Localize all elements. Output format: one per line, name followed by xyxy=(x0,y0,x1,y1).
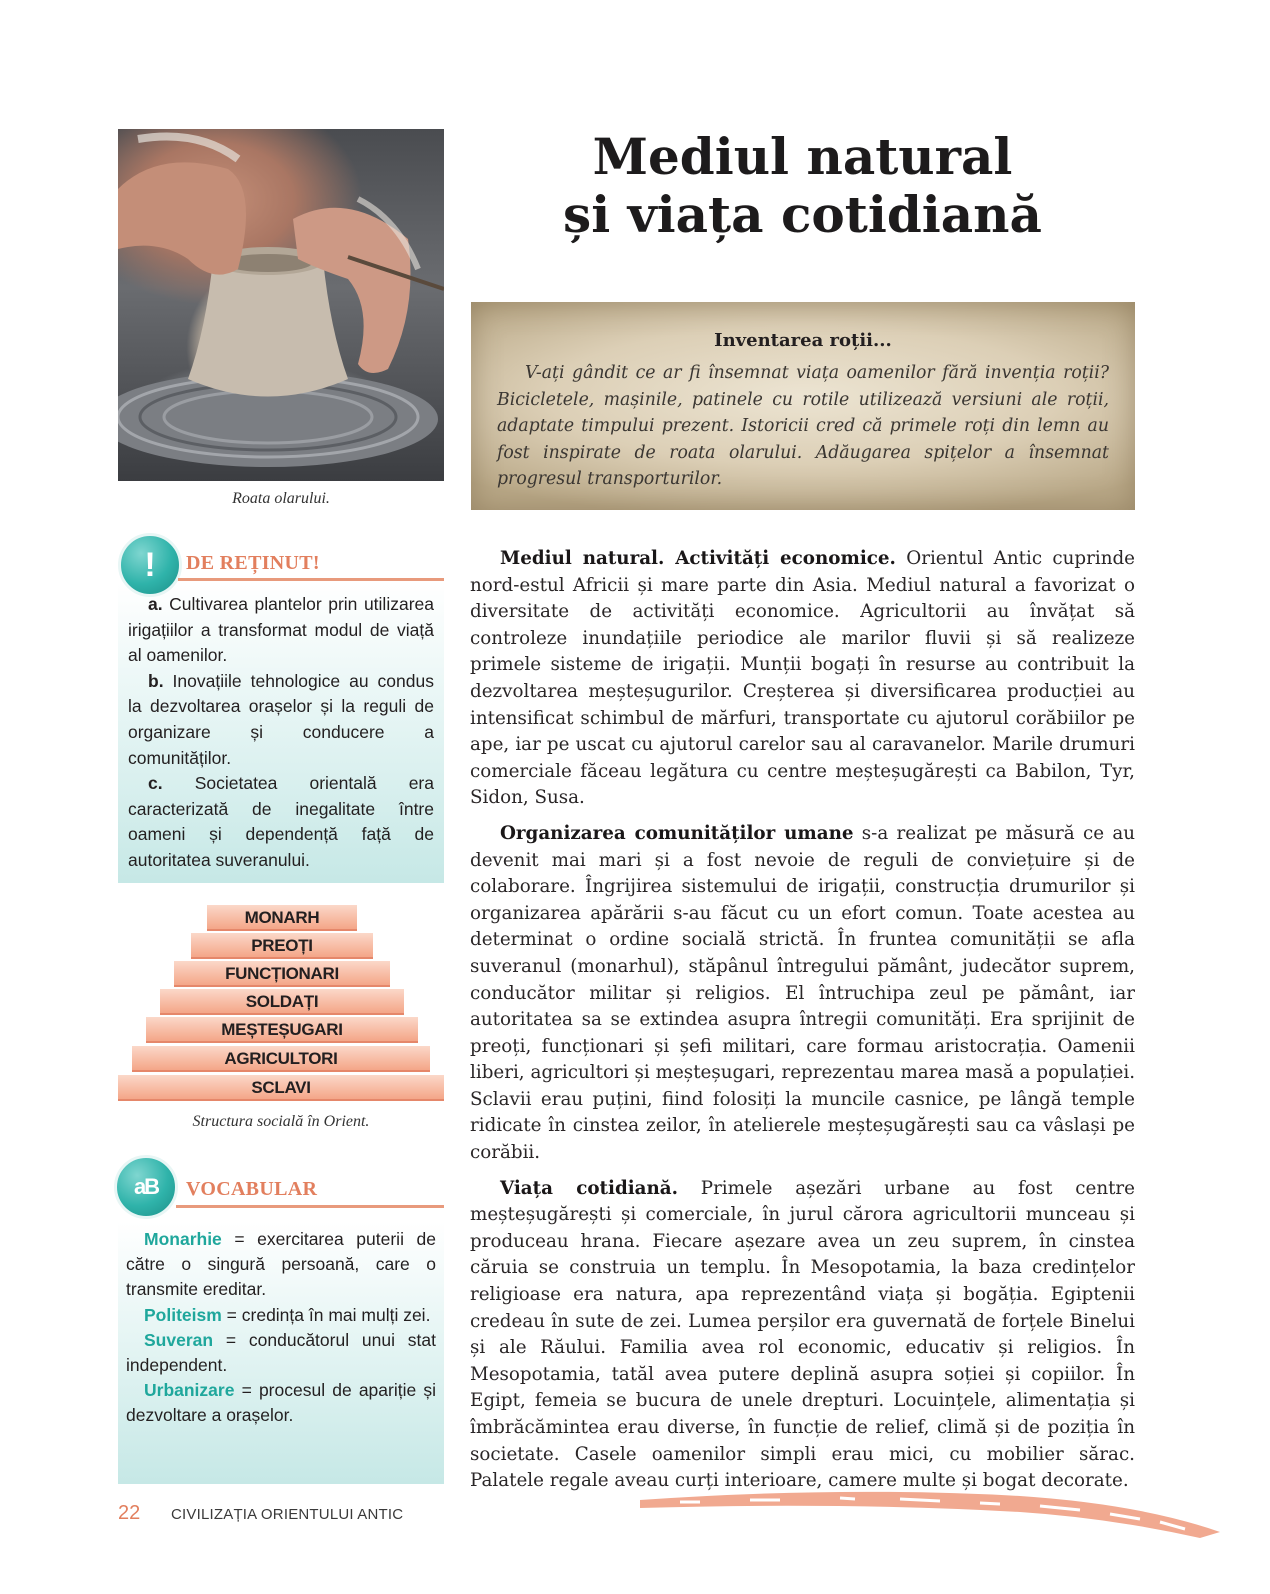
vocab-entry xyxy=(126,1227,436,1303)
retinut-divider xyxy=(178,578,444,581)
vocab-definition: = conducătorul unui stat independent. xyxy=(126,1329,436,1376)
pyramid-level: MEȘTEȘUGARI xyxy=(146,1017,418,1043)
retinut-item-letter: c. xyxy=(148,773,163,794)
retinut-list xyxy=(128,592,434,874)
vocabular-list xyxy=(126,1227,436,1429)
title-line-2: și viața cotidiană xyxy=(563,185,1042,244)
inset-text: V-ați gândit ce ar fi însemnat viața oamenilor fără invenția roții? Bicicletele, mașinile, patinele cu rotile utilizează versiuni ale roții, adaptate timpului prezent. Istoricii cred că primele roți din lemn au fost inspirate de roata olarului. Adăugarea spițelor a însemnat progresul transporturilor. xyxy=(497,363,1109,489)
potters-wheel-photo xyxy=(118,129,444,481)
paragraph-text: Orientul Antic cuprinde nord-estul Africii și mare parte din Asia. Mediul natural a favorizat o diversitate de activități economice. Agricultorii au învățat să controleze inundațiile periodice ale marilor fluvii și să realizeze primele sisteme de irigații. Munții bogați în resurse au contribuit la dezvoltarea meșteșugurilor. Creșterea și diversificarea producției au intensificat schimbul de mărfuri, transportate cu ajutorul corăbiilor pe ape, iar pe uscat cu ajutorul carelor sau al caravanelor. Marile drumuri comerciale făceau legătura cu centre meșteșugărești ca Babilon, Tyr, Sidon, Susa. xyxy=(470,548,1135,809)
retinut-title: DE REȚINUT! xyxy=(186,552,320,574)
retinut-item-text: Societatea orientală era caracterizată de inegalitate între oameni și dependență față de autoritatea suveranului. xyxy=(128,773,434,870)
vocabular-title: VOCABULAR xyxy=(186,1178,318,1200)
paragraph-text: s-a realizat pe măsură ce au devenit mai mari și a fost nevoie de reguli de conviețuire și de colaborare. Îngrijirea sistemului de irigații, construcția drumurilor și organizarea apărării s-au făcut cu un efort comun. Toate acestea au determinat o ordine socială strictă. În fruntea comunității se afla suveranul (monarhul), stăpânul întregului pământ, judecător suprem, conducător militar și religios. El întruchipa zeul pe pământ, iar autoritatea sa se extindea asupra întregii comunități. Era sprijinit de preoți, funcționari și șefi militari, care formau aristocrația. Oamenii liberi, agricultori și meșteșugari, reprezentau marea masă a populației. Sclavii erau puțini, fiind folosiți la muncile casnice, pe lângă temple ridicate în cinstea zeilor, în atelierele meșteșugărești sau ca vâslași pe corăbii. xyxy=(470,822,1136,1164)
page-number: 22 xyxy=(118,1502,141,1524)
photo-caption: Roata olarului. xyxy=(232,490,330,507)
pyramid-level: SCLAVI xyxy=(118,1075,444,1101)
pyramid-level: FUNCȚIONARI xyxy=(174,961,390,987)
section-title: CIVILIZAȚIA ORIENTULUI ANTIC xyxy=(171,1506,404,1523)
pyramid-level: AGRICULTORI xyxy=(132,1046,430,1072)
vocab-term: Politeism xyxy=(144,1304,222,1325)
pyramid-level: MONARH xyxy=(207,905,357,931)
paragraph-lead: Mediul natural. Activități economice. xyxy=(500,548,896,569)
retinut-item-text: Cultivarea plantelor prin utilizarea irigațiilor a transformat modul de viață al oamenilor. xyxy=(128,594,434,666)
inset-title: Inventarea roții... xyxy=(714,330,892,351)
vocab-definition: = exercitarea puterii de către o singură persoană, care o transmite ereditar. xyxy=(126,1229,436,1300)
body-paragraph xyxy=(470,821,1135,1167)
pyramid-caption: Structura socială în Orient. xyxy=(192,1113,370,1130)
body-paragraph xyxy=(470,546,1135,812)
retinut-item-letter: b. xyxy=(148,670,164,691)
vocab-term: Suveran xyxy=(144,1329,214,1350)
vocabular-divider xyxy=(176,1205,444,1208)
retinut-item-text: Inovațiile tehnologice au condus la dezvoltarea orașelor și la reguli de organizare și conducere a comunităților. xyxy=(128,670,434,768)
pyramid-level: SOLDAȚI xyxy=(160,989,404,1015)
retinut-item xyxy=(128,771,434,873)
pyramid-level: PREOȚI xyxy=(191,933,373,959)
body-paragraph xyxy=(470,1176,1135,1495)
body-text xyxy=(470,546,1135,1504)
retinut-item-letter: a. xyxy=(148,594,163,614)
exclamation-icon: ! xyxy=(118,533,182,597)
paragraph-lead: Viața cotidiană. xyxy=(500,1177,679,1199)
potters-wheel-illustration xyxy=(118,129,444,481)
retinut-item xyxy=(128,669,434,771)
vocab-definition: = procesul de apariție și dezvoltare a orașelor. xyxy=(126,1380,436,1426)
vocabulary-icon: aB xyxy=(114,1155,178,1219)
vocab-term: Monarhie xyxy=(144,1229,222,1249)
decorative-brushstroke xyxy=(640,1488,1240,1548)
page-title xyxy=(470,128,1135,244)
vocab-entry xyxy=(126,1378,436,1428)
paragraph-text: Primele așezări urbane au fost centre meșteșugărești și comerciale, în jurul cărora agricultorii munceau și produceau hrana. Fiecare așezare avea un zeu suprem, în cinstea căruia se construia un templu. În Mesopotamia, la baza credințelor religioase era natura, apa reprezentând viața și bogăția. Egiptenii credeau în sute de zei. Lumea perșilor era guvernată de forțele Binelui și ale Răului. Familia avea rol economic, educativ și religios. În Mesopotamia, tatăl avea putere deplină asupra soției și copiilor. În Egipt, femeia se bucura de unele drepturi. Locuințele, alimentația și îmbrăcămintea erau diverse, în funcție de relief, climă și de poziția în societate. Casele oamenilor simpli erau mici, cu mobilier sărac. Palatele regale aveau curți interioare, camere multe și bogat decorate. xyxy=(470,1177,1135,1492)
title-line-1: Mediul natural xyxy=(592,127,1013,186)
social-pyramid xyxy=(118,905,444,1105)
vocab-term: Urbanizare xyxy=(144,1380,235,1401)
retinut-item xyxy=(128,592,434,669)
vocab-definition: = credința în mai mulți zei. xyxy=(221,1304,431,1325)
vocab-entry xyxy=(126,1328,436,1378)
paragraph-lead: Organizarea comunităților umane xyxy=(500,822,854,844)
vocab-entry xyxy=(126,1303,436,1328)
